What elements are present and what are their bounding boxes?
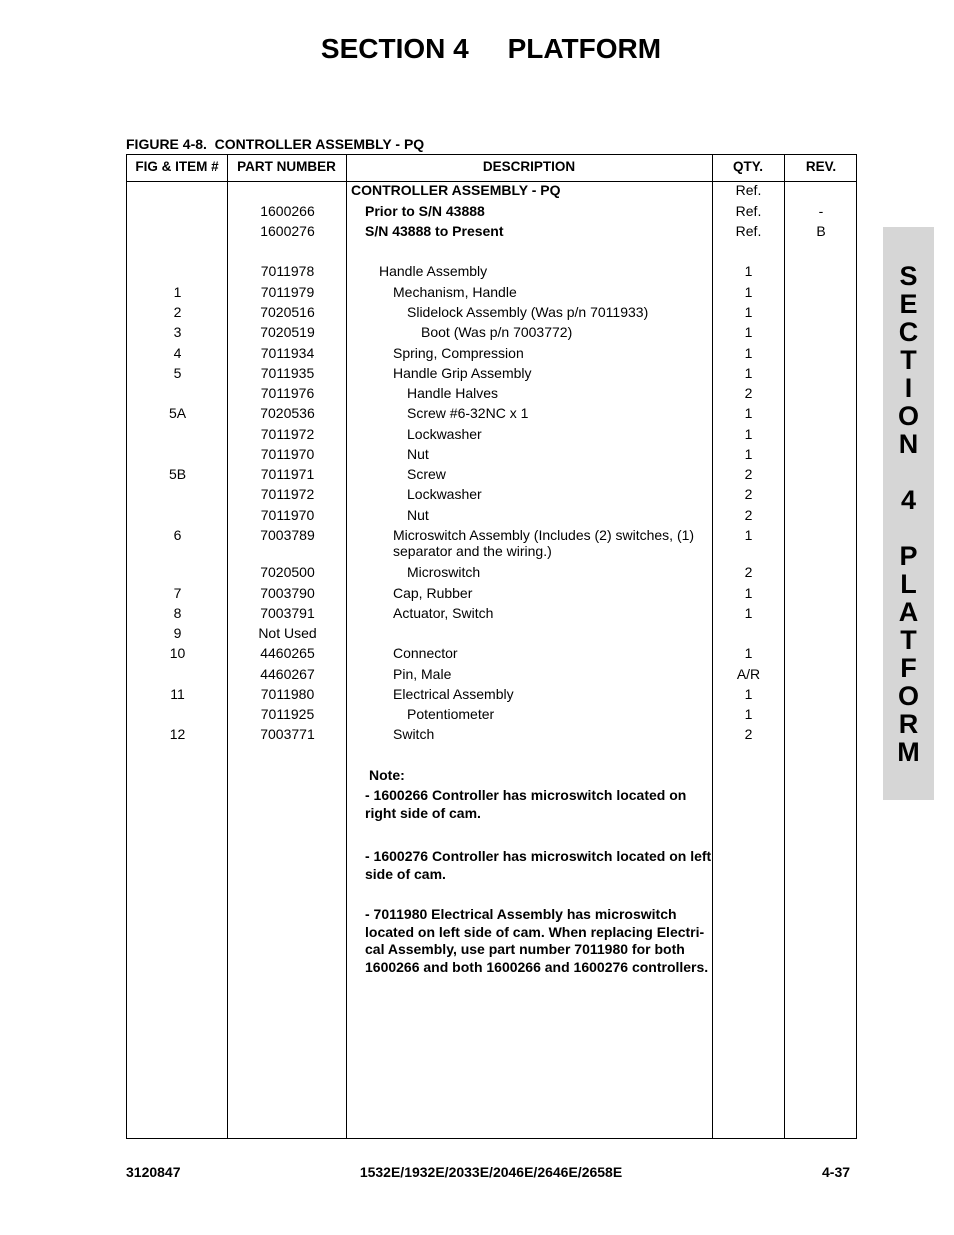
quantity: 1 (744, 706, 753, 722)
side-tab-letter: T (900, 625, 917, 655)
description: Pin, Male (393, 666, 452, 682)
part-number: 7011972 (260, 426, 315, 442)
table-row (127, 507, 858, 527)
column-header-qty: QTY. (732, 159, 763, 174)
side-tab-letter: O (897, 401, 919, 431)
column-header-description: DESCRIPTION (482, 159, 576, 174)
description: Nut (407, 446, 429, 462)
description: Slidelock Assembly (Was p/n 7011933) (407, 304, 649, 320)
item-number: 5B (168, 466, 187, 482)
side-tab-letter: C (898, 317, 919, 347)
description: Spring, Compression (393, 345, 524, 361)
table-row (127, 284, 858, 304)
description: Electrical Assembly (393, 686, 514, 702)
column-header-rev: REV. (805, 159, 837, 174)
quantity: Ref. (735, 182, 762, 198)
side-tab-letter: E (899, 289, 918, 319)
description: Cap, Rubber (393, 585, 473, 601)
part-number: 4460265 (260, 645, 315, 661)
note-1: - 1600266 Controller has microswitch located on right side of cam. (365, 787, 687, 821)
description: Screw (407, 466, 446, 482)
description: CONTROLLER ASSEMBLY - PQ (351, 182, 561, 198)
item-number: 5 (173, 365, 182, 381)
table-row (127, 605, 858, 625)
side-tab-letter: N (898, 429, 919, 459)
item-number: 8 (173, 605, 182, 621)
side-tab-letter: I (904, 373, 913, 403)
quantity: 2 (744, 486, 753, 502)
item-number: 12 (169, 726, 186, 742)
quantity: 1 (744, 365, 753, 381)
column-header-item: FIG & ITEM # (135, 159, 219, 174)
side-tab-letter: 4 (900, 485, 917, 515)
table-row (127, 527, 858, 559)
quantity: 1 (744, 686, 753, 702)
part-number: 7020500 (260, 564, 315, 580)
item-number: 4 (173, 345, 182, 361)
section-title: SECTION 4 PLATFORM (320, 33, 662, 64)
table-row (127, 405, 858, 425)
description: S/N 43888 to Present (365, 223, 504, 239)
table-row (127, 324, 858, 344)
part-number: 7011970 (260, 507, 315, 523)
item-number: 2 (173, 304, 182, 320)
table-row (127, 666, 858, 686)
parts-table (126, 154, 857, 1139)
column-header-part-number: PART NUMBER (237, 159, 336, 174)
quantity: 2 (744, 466, 753, 482)
part-number: 7011979 (260, 284, 315, 300)
part-number: 4460267 (260, 666, 315, 682)
revision: B (816, 223, 826, 239)
quantity: 1 (744, 446, 753, 462)
part-number: 7020536 (260, 405, 315, 421)
quantity: 1 (744, 324, 753, 340)
description: Mechanism, Handle (393, 284, 517, 300)
side-tab-letter: M (897, 737, 920, 767)
quantity: Ref. (735, 203, 762, 219)
part-number: 7011925 (260, 706, 315, 722)
part-number: 7020516 (260, 304, 315, 320)
quantity: 2 (744, 507, 753, 523)
side-tab-letter: L (900, 569, 917, 599)
table-row (127, 686, 858, 706)
description: Handle Assembly (379, 263, 488, 279)
item-number: 5A (168, 405, 187, 421)
item-number: 3 (173, 324, 182, 340)
table-row (127, 345, 858, 365)
table-row (127, 365, 858, 385)
footer-models: 1532E/1932E/2033E/2046E/2646E/2658E (359, 1164, 623, 1180)
item-number: 9 (173, 625, 182, 641)
quantity: 1 (744, 284, 753, 300)
description: Connector (393, 645, 458, 661)
side-tab-letter: O (897, 681, 919, 711)
note-label: Note: (369, 767, 405, 783)
description: Microswitch Assembly (Includes (2) switches, (1) separator and the wiring.) (393, 527, 695, 559)
part-number: 7011976 (260, 385, 315, 401)
part-number: 7003789 (260, 527, 315, 543)
part-number: 7011972 (260, 486, 315, 502)
quantity: Ref. (735, 223, 762, 239)
part-number: 1600266 (260, 203, 315, 219)
table-row (127, 466, 858, 486)
part-number: 7011934 (260, 345, 315, 361)
description: Potentiometer (407, 706, 495, 722)
description: Lockwasher (407, 426, 482, 442)
quantity: A/R (736, 666, 761, 682)
revision: - (818, 203, 824, 219)
part-number: Not Used (258, 625, 317, 641)
table-row (127, 645, 858, 665)
side-tab-letter: F (900, 653, 917, 683)
figure-title: FIGURE 4-8. CONTROLLER ASSEMBLY - PQ (126, 136, 425, 152)
part-number: 7011935 (260, 365, 315, 381)
note-3: - 7011980 Electrical Assembly has microswitch located on left side of cam. When replacing Electri-cal Assembly, use part number 7011980 for both 1600266 and both 1600266 and 1600276 controllers. (365, 906, 709, 975)
side-tab-letter: P (899, 541, 918, 571)
table-row (127, 446, 858, 466)
description: Microswitch (407, 564, 481, 580)
quantity: 2 (744, 385, 753, 401)
description: Actuator, Switch (393, 605, 494, 621)
quantity: 1 (744, 263, 753, 279)
table-row (127, 203, 858, 223)
note-2: - 1600276 Controller has microswitch located on left side of cam. (365, 848, 712, 882)
description: Lockwasher (407, 486, 482, 502)
table-row (127, 426, 858, 446)
table-row (127, 304, 858, 324)
description: Boot (Was p/n 7003772) (421, 324, 573, 340)
section-side-tab (883, 227, 934, 800)
footer-doc-number: 3120847 (126, 1164, 181, 1180)
part-number: 7003771 (260, 726, 315, 742)
description: Handle Halves (407, 385, 499, 401)
quantity: 1 (744, 426, 753, 442)
item-number: 10 (169, 645, 186, 661)
table-row (127, 726, 858, 746)
table-row (127, 564, 858, 584)
part-number: 7003790 (260, 585, 315, 601)
side-tab-letter: R (898, 709, 919, 739)
description: Handle Grip Assembly (393, 365, 532, 381)
item-number: 11 (170, 686, 185, 702)
table-row (127, 585, 858, 605)
table-row (127, 706, 858, 726)
part-number: 7011971 (260, 466, 315, 482)
quantity: 1 (744, 527, 753, 543)
quantity: 1 (744, 645, 753, 661)
item-number: 1 (173, 284, 182, 300)
quantity: 2 (744, 564, 753, 580)
table-row (127, 223, 858, 243)
quantity: 2 (744, 726, 753, 742)
part-number: 7020519 (260, 324, 315, 340)
item-number: 6 (173, 527, 182, 543)
table-row (127, 486, 858, 506)
part-number: 7003791 (260, 605, 315, 621)
side-tab-letter: T (900, 345, 917, 375)
quantity: 1 (744, 405, 753, 421)
part-number: 7011978 (260, 263, 315, 279)
table-row (127, 625, 858, 645)
description: Prior to S/N 43888 (365, 203, 485, 219)
quantity: 1 (744, 585, 753, 601)
footer-page-number: 4-37 (822, 1164, 851, 1180)
table-row (127, 385, 858, 405)
side-tab-letter: S (899, 261, 918, 291)
table-row (127, 263, 858, 283)
side-tab-letter: A (898, 597, 919, 627)
description: Screw #6-32NC x 1 (407, 405, 529, 421)
description: Switch (393, 726, 435, 742)
part-number: 7011970 (260, 446, 315, 462)
quantity: 1 (744, 605, 753, 621)
quantity: 1 (744, 304, 753, 320)
part-number: 1600276 (260, 223, 315, 239)
table-row (127, 182, 858, 202)
description: Nut (407, 507, 429, 523)
quantity: 1 (744, 345, 753, 361)
part-number: 7011980 (260, 686, 315, 702)
item-number: 7 (173, 585, 182, 601)
